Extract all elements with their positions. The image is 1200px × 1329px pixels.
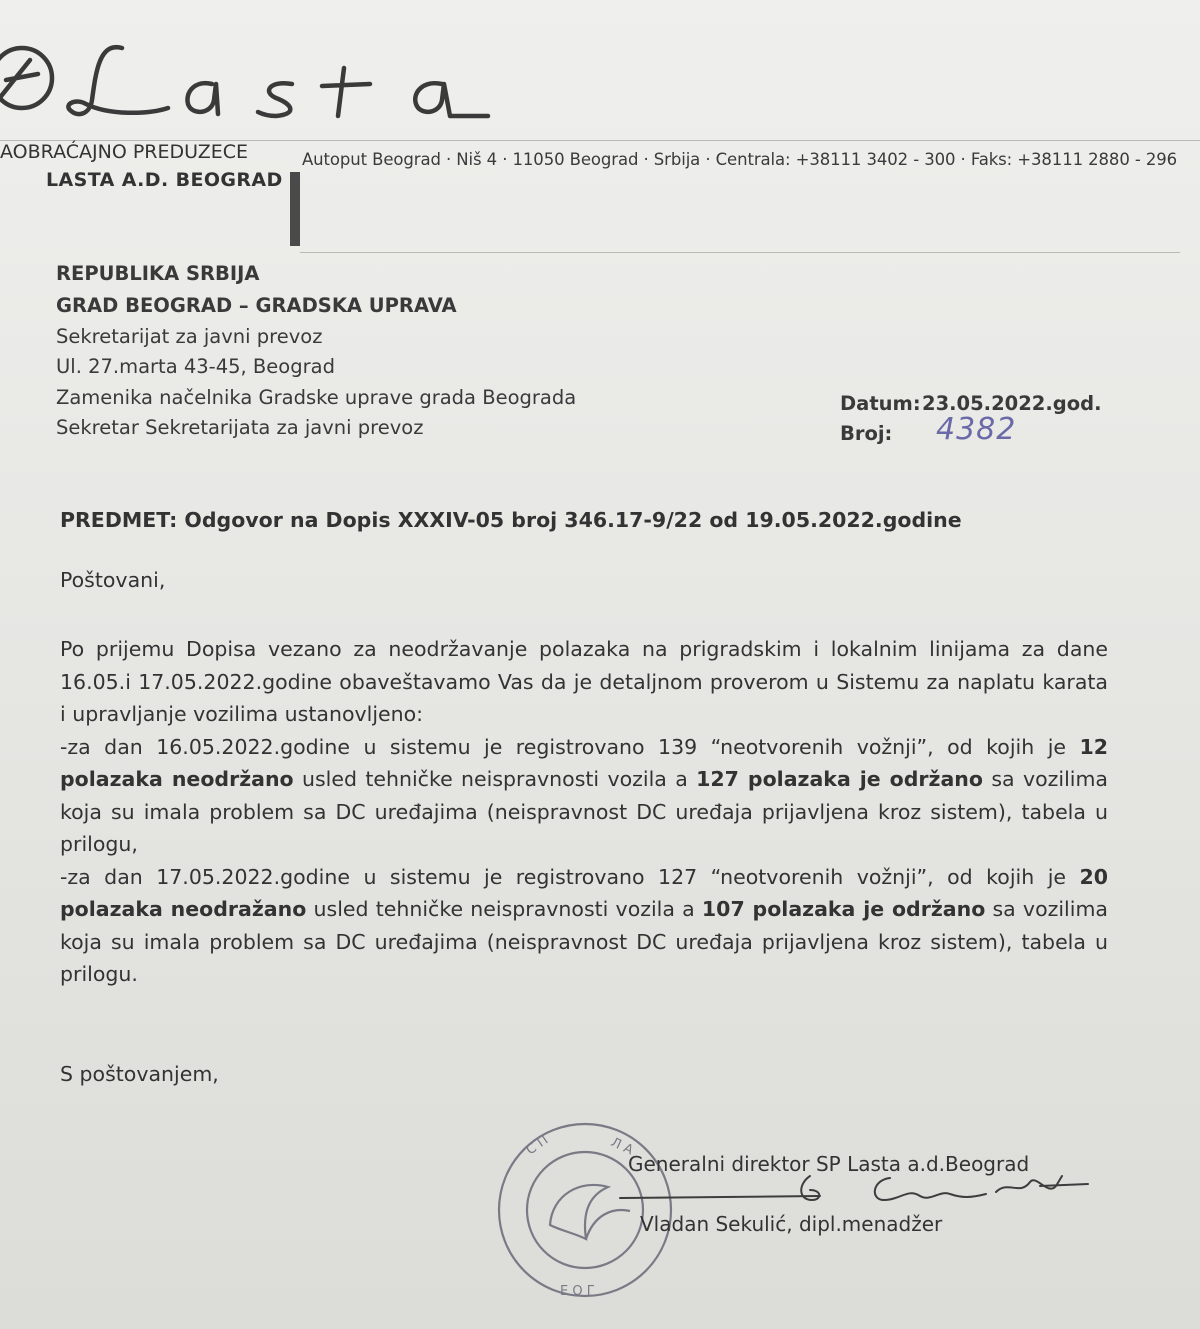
lasta-logo <box>0 30 500 130</box>
recipient-secretariat: Sekretarijat za javni prevoz <box>56 325 323 348</box>
svg-text:Л А: Л А <box>608 1135 636 1159</box>
svg-text:С П: С П <box>523 1132 552 1159</box>
svg-text:Е О Г: Е О Г <box>560 1284 595 1299</box>
closing: S poštovanjem, <box>60 1062 219 1086</box>
letter-body <box>60 633 1108 991</box>
body-item-1 <box>60 731 1108 861</box>
signatory-name: Vladan Sekulić, dipl.menadžer <box>640 1212 943 1236</box>
recipient-street: Ul. 27.marta 43-45, Beograd <box>56 355 335 378</box>
signatory-title: Generalni direktor SP Lasta a.d.Beograd <box>628 1152 1030 1176</box>
item2-bold-b: 107 polazaka je održano <box>701 897 986 921</box>
logo-wordmark: Lasta <box>250 129 253 130</box>
item1-text-b: usled tehničke neispravnosti vozila a <box>293 767 697 791</box>
subject-line: PREDMET: Odgovor na Dopis XXXIV-05 broj 346.17-9/22 od 19.05.2022.godine <box>60 508 962 532</box>
recipient-city: GRAD BEOGRAD – GRADSKA UPRAVA <box>56 294 457 317</box>
item1-text-a: -za dan 16.05.2022.godine u sistemu je registrovano 139 “neotvorenih vožnji”, od kojih je <box>60 734 1080 759</box>
item1-bold-a: 12 polazaka neodržano <box>60 734 1108 791</box>
salutation: Poštovani, <box>60 568 166 592</box>
item2-bold-a: 20 polazaka neodražano <box>60 864 1108 921</box>
item2-text-c: sa vozilima koja su imala problem sa DC uređajima (neispravnost DC uređaja prijavljena kroz sistem), tabela u prilogu. <box>60 897 1108 986</box>
header-rule-bottom <box>300 252 1180 253</box>
date-value: 23.05.2022.god. <box>922 392 1102 415</box>
company-name-line2: LASTA A.D. BEOGRAD <box>46 169 283 191</box>
company-name-line1: AOBRAĆAJNO PREDUZECE <box>0 141 248 163</box>
header-divider-bar <box>290 172 300 246</box>
recipient-country: REPUBLIKA SRBIJA <box>56 262 260 285</box>
item1-text-c: sa vozilima koja su imala problem sa DC uređajima (neispravnost DC uređaja prijavljena kroz sistem), tabela u prilogu, <box>60 767 1108 856</box>
recipient-deputy: Zamenika načelnika Gradske uprave grada Beograda <box>56 386 577 409</box>
item2-text-a: -za dan 17.05.2022.godine u sistemu je registrovano 127 “neotvorenih vožnji”, od kojih je <box>60 864 1080 889</box>
item1-bold-b: 127 polazaka je održano <box>696 767 983 791</box>
body-intro: Po prijemu Dopisa vezano za neodržavanje polazaka na prigradskim i lokalnim linijama za dane 16.05.i 17.05.2022.godine obaveštavamo Vas da je detaljnom proverom u Sistemu za naplatu karata i upravljanje vozilima ustanovljeno: <box>60 637 1108 726</box>
recipient-secretary: Sekretar Sekretarijata za javni prevoz <box>56 416 424 439</box>
company-contact: Autoput Beograd · Niš 4 · 11050 Beograd · Srbija · Centrala: +38111 3402 - 300 · Faks: +38111 2880 - 296 <box>302 150 1178 169</box>
body-item-2 <box>60 861 1108 991</box>
date-label: Datum: <box>840 392 921 415</box>
number-value-handwritten: 4382 <box>936 412 1017 447</box>
item2-text-b: usled tehničke neispravnosti vozila a <box>306 897 702 921</box>
number-label: Broj: <box>840 422 893 445</box>
